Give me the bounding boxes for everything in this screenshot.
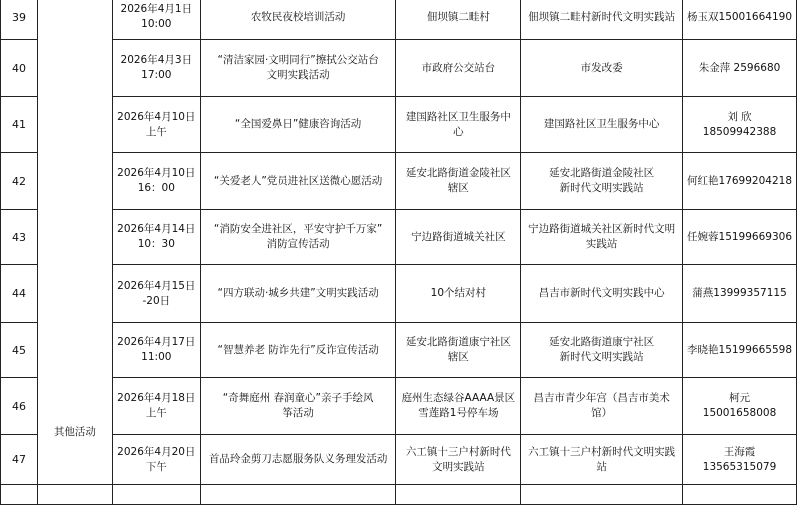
row-number: 42 xyxy=(1,153,38,210)
activity-contact: 王海霞 13565315079 xyxy=(683,435,797,485)
table-row xyxy=(1,0,797,40)
row-number: 40 xyxy=(1,40,38,97)
table-row xyxy=(1,153,797,210)
activity-organizer xyxy=(521,485,683,505)
activity-organizer: 延安北路街道金陵社区 新时代文明实践站 xyxy=(521,153,683,210)
activity-organizer: 宁边路街道城关社区新时代文明 实践站 xyxy=(521,210,683,265)
activity-name: “智慧养老 防诈先行”反诈宣传活动 xyxy=(200,323,396,378)
activity-date: 2026年4月10日 16：00 xyxy=(112,153,200,210)
activity-name: “全国爱鼻日”健康咨询活动 xyxy=(200,97,396,153)
table-row xyxy=(1,435,797,485)
category-cell xyxy=(37,485,112,505)
table-row xyxy=(1,485,797,505)
activity-contact: 蒲燕13999357115 xyxy=(683,265,797,323)
activity-name: “四方联动·城乡共建”文明实践活动 xyxy=(200,265,396,323)
activity-contact: 任婉蓉15199669306 xyxy=(683,210,797,265)
activity-contact: 何红艳17699204218 xyxy=(683,153,797,210)
activity-name: “奇舞庭州 春润童心”亲子手绘风 筝活动 xyxy=(200,378,396,435)
activity-organizer: 昌吉市青少年宫（昌吉市美术 馆） xyxy=(521,378,683,435)
activity-contact: 杨玉双15001664190 xyxy=(683,0,797,40)
activity-name: “消防安全进社区，平安守护千万家” 消防宣传活动 xyxy=(200,210,396,265)
activity-name xyxy=(200,485,396,505)
activity-place: 庭州生态绿谷AAAA景区 雪莲路1号停车场 xyxy=(396,378,521,435)
table-row xyxy=(1,265,797,323)
activity-organizer: 六工镇十三户村新时代文明实践 站 xyxy=(521,435,683,485)
activity-place xyxy=(396,485,521,505)
activity-date: 2026年4月15日 -20日 xyxy=(112,265,200,323)
row-number: 39 xyxy=(1,0,38,40)
table-row xyxy=(1,210,797,265)
activity-date: 2026年4月18日 上午 xyxy=(112,378,200,435)
table-row xyxy=(1,323,797,378)
activity-contact xyxy=(683,485,797,505)
activity-date: 2026年4月20日 下午 xyxy=(112,435,200,485)
row-number: 44 xyxy=(1,265,38,323)
activity-date: 2026年4月1日 10:00 xyxy=(112,0,200,40)
row-number xyxy=(1,485,38,505)
activity-organizer: 建国路社区卫生服务中心 xyxy=(521,97,683,153)
table-row xyxy=(1,40,797,97)
row-number: 47 xyxy=(1,435,38,485)
activity-date: 2026年4月14日 10：30 xyxy=(112,210,200,265)
activity-place: 延安北路街道金陵社区 辖区 xyxy=(396,153,521,210)
activity-name: 首品玲金剪刀志愿服务队义务理发活动 xyxy=(200,435,396,485)
activity-date: 2026年4月3日 17:00 xyxy=(112,40,200,97)
row-number: 46 xyxy=(1,378,38,435)
activity-contact: 柯元 15001658008 xyxy=(683,378,797,435)
activity-date: 2026年4月17日 11:00 xyxy=(112,323,200,378)
activity-place: 六工镇十三户村新时代 文明实践站 xyxy=(396,435,521,485)
activity-place: 建国路社区卫生服务中 心 xyxy=(396,97,521,153)
category-cell: 其他活动 xyxy=(37,0,112,485)
activity-organizer: 昌吉市新时代文明实践中心 xyxy=(521,265,683,323)
table-row xyxy=(1,378,797,435)
activity-place: 佃坝镇二畦村 xyxy=(396,0,521,40)
activity-name: “关爱老人”党员进社区送微心愿活动 xyxy=(200,153,396,210)
table-row xyxy=(1,97,797,153)
row-number: 43 xyxy=(1,210,38,265)
activity-contact: 刘 欣 18509942388 xyxy=(683,97,797,153)
activity-place: 市政府公交站台 xyxy=(396,40,521,97)
activity-date xyxy=(112,485,200,505)
activity-date: 2026年4月10日 上午 xyxy=(112,97,200,153)
activity-place: 延安北路街道康宁社区 辖区 xyxy=(396,323,521,378)
row-number: 45 xyxy=(1,323,38,378)
activity-organizer: 市发改委 xyxy=(521,40,683,97)
activity-name: 农牧民夜校培训活动 xyxy=(200,0,396,40)
activity-organizer: 佃坝镇二畦村新时代文明实践站 xyxy=(521,0,683,40)
activity-place: 宁边路街道城关社区 xyxy=(396,210,521,265)
activity-name: “清洁家园·文明同行”擦拭公交站台 文明实践活动 xyxy=(200,40,396,97)
activity-place: 10个结对村 xyxy=(396,265,521,323)
row-number: 41 xyxy=(1,97,38,153)
activity-contact: 朱金萍 2596680 xyxy=(683,40,797,97)
activity-contact: 李晓艳15199665598 xyxy=(683,323,797,378)
activity-organizer: 延安北路街道康宁社区 新时代文明实践站 xyxy=(521,323,683,378)
